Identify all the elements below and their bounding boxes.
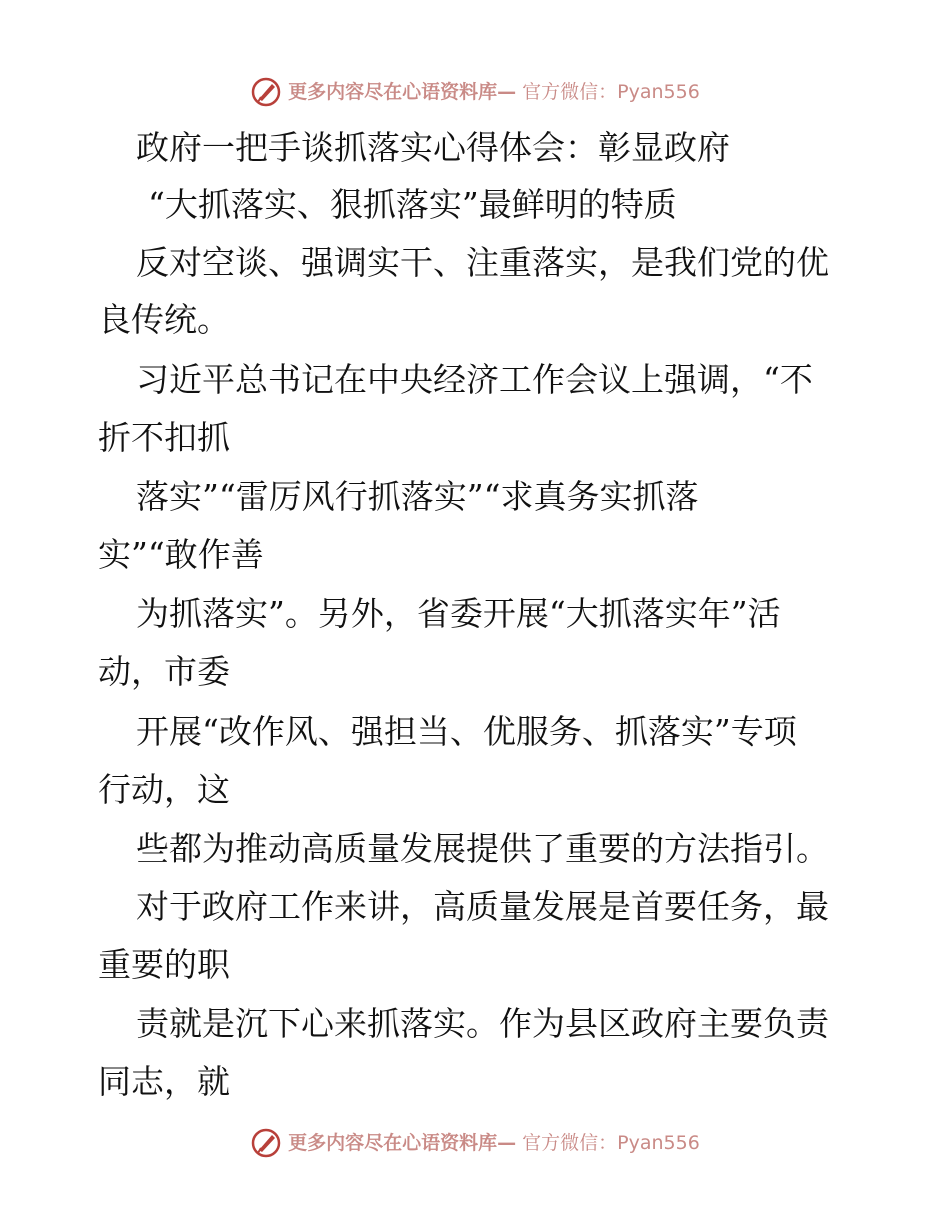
paragraph-line: 实”“敢作善 (98, 535, 264, 574)
watermark-text: 更多内容尽在心语资料库— (288, 81, 517, 103)
paragraph-line: 反对空谈、强调实干、注重落实，是我们党的优 (136, 243, 829, 282)
quill-logo-icon (250, 1127, 282, 1159)
paragraph-line: 良传统。 (98, 300, 230, 339)
footer-watermark (0, 1127, 950, 1159)
paragraph-line: 为抓落实”。另外，省委开展“大抓落实年”活 (136, 594, 781, 633)
paragraph-line: 行动，这 (98, 770, 230, 809)
paragraph-line: 开展“改作风、强担当、优服务、抓落实”专项 (136, 712, 797, 751)
paragraph-line: 些都为推动高质量发展提供了重要的方法指引。 (136, 829, 829, 868)
document-title-line-2: “大抓落实、狠抓落实”最鲜明的特质 (148, 185, 677, 224)
paragraph-line: 折不扣抓 (98, 418, 230, 457)
paragraph-line: 习近平总书记在中央经济工作会议上强调，“不 (136, 360, 813, 399)
paragraph-line: 同志，就 (98, 1062, 230, 1101)
watermark-wechat: 官方微信：Pyan556 (522, 81, 700, 103)
watermark-wechat: 官方微信：Pyan556 (522, 1132, 700, 1154)
paragraph-line: 动，市委 (98, 652, 230, 691)
paragraph-line: 对于政府工作来讲，高质量发展是首要任务，最 (136, 887, 829, 926)
paragraph-line: 责就是沉下心来抓落实。作为县区政府主要负责 (136, 1004, 829, 1043)
paragraph-line: 落实”“雷厉风行抓落实”“求真务实抓落 (136, 477, 699, 516)
paragraph-line: 重要的职 (98, 945, 230, 984)
document-title-line-1: 政府一把手谈抓落实心得体会：彰显政府 (136, 128, 730, 167)
watermark-text: 更多内容尽在心语资料库— (288, 1132, 517, 1154)
